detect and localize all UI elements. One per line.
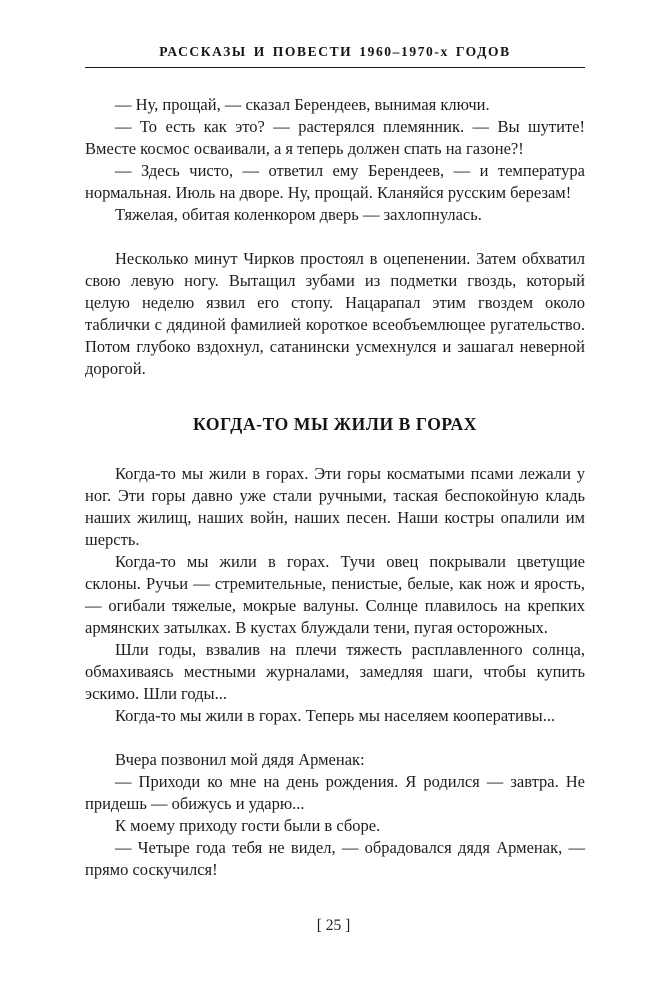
page-number: [ 25 ] — [316, 917, 351, 934]
paragraph: К моему приходу гости были в сборе. — [115, 816, 381, 835]
paragraph: Когда-то мы жили в горах. Тучи овец покрывали цветущие склоны. Ручьи — стремительные, пенистые, белые, как нож и ярость, — огибали тяжелые, мокрые валуны. Солнце плавилось на крепких армянских затылках. В кустах блуждали тени, пугая осторожных. — [85, 552, 585, 637]
paragraph: Когда-то мы жили в горах. Теперь мы населяем кооперативы... — [115, 706, 556, 725]
paragraph: — Приходи ко мне на день рождения. Я родился — завтра. Не придешь — обижусь и ударю... — [85, 772, 585, 813]
page-body — [85, 94, 585, 881]
running-header: РАССКАЗЫ И ПОВЕСТИ 1960–1970-х ГОДОВ — [159, 44, 511, 59]
paragraph: Несколько минут Чирков простоял в оцепенении. Затем обхватил свою левую ногу. Вытащил зубами из подметки гвоздь, который целую неделю язвил его стопу. Нацарапал этим гвоздем около таблички с дядиной фамилией короткое всеобъемлющее ругательство. Потом глубоко вздохнул, сатанински усмехнулся и зашагал неверной дорогой. — [85, 249, 585, 378]
paragraph: Когда-то мы жили в горах. Эти горы косматыми псами лежали у ног. Эти горы давно уже стали ручными, таская беспокойную кладь наших жилищ, наших войн, наших песен. Наши костры опалили им шерсть. — [85, 464, 585, 549]
paragraph: Вчера позвонил мой дядя Арменак: — [115, 750, 365, 769]
paragraph: — Ну, прощай, — сказал Берендеев, вынимая ключи. — [115, 95, 490, 114]
paragraph: — То есть как это? — растерялся племянник. — Вы шутите! Вместе космос осваивали, а я теперь должен спать на газоне?! — [85, 117, 585, 158]
paragraph: Шли годы, взвалив на плечи тяжесть расплавленного солнца, обмахиваясь местными журналами, замедляя шаги, чтобы купить эскимо. Шли годы... — [85, 640, 585, 703]
paragraph: — Четыре года тебя не видел, — обрадовался дядя Арменак, — прямо соскучился! — [85, 838, 585, 879]
paragraph: — Здесь чисто, — ответил ему Берендеев, — и температура нормальная. Июль на дворе. Ну, прощай. Кланяйся русским березам! — [85, 161, 585, 202]
paragraph: Тяжелая, обитая коленкором дверь — захлопнулась. — [115, 205, 482, 224]
story-title: КОГДА-ТО МЫ ЖИЛИ В ГОРАХ — [193, 414, 477, 434]
header-rule — [85, 67, 585, 68]
